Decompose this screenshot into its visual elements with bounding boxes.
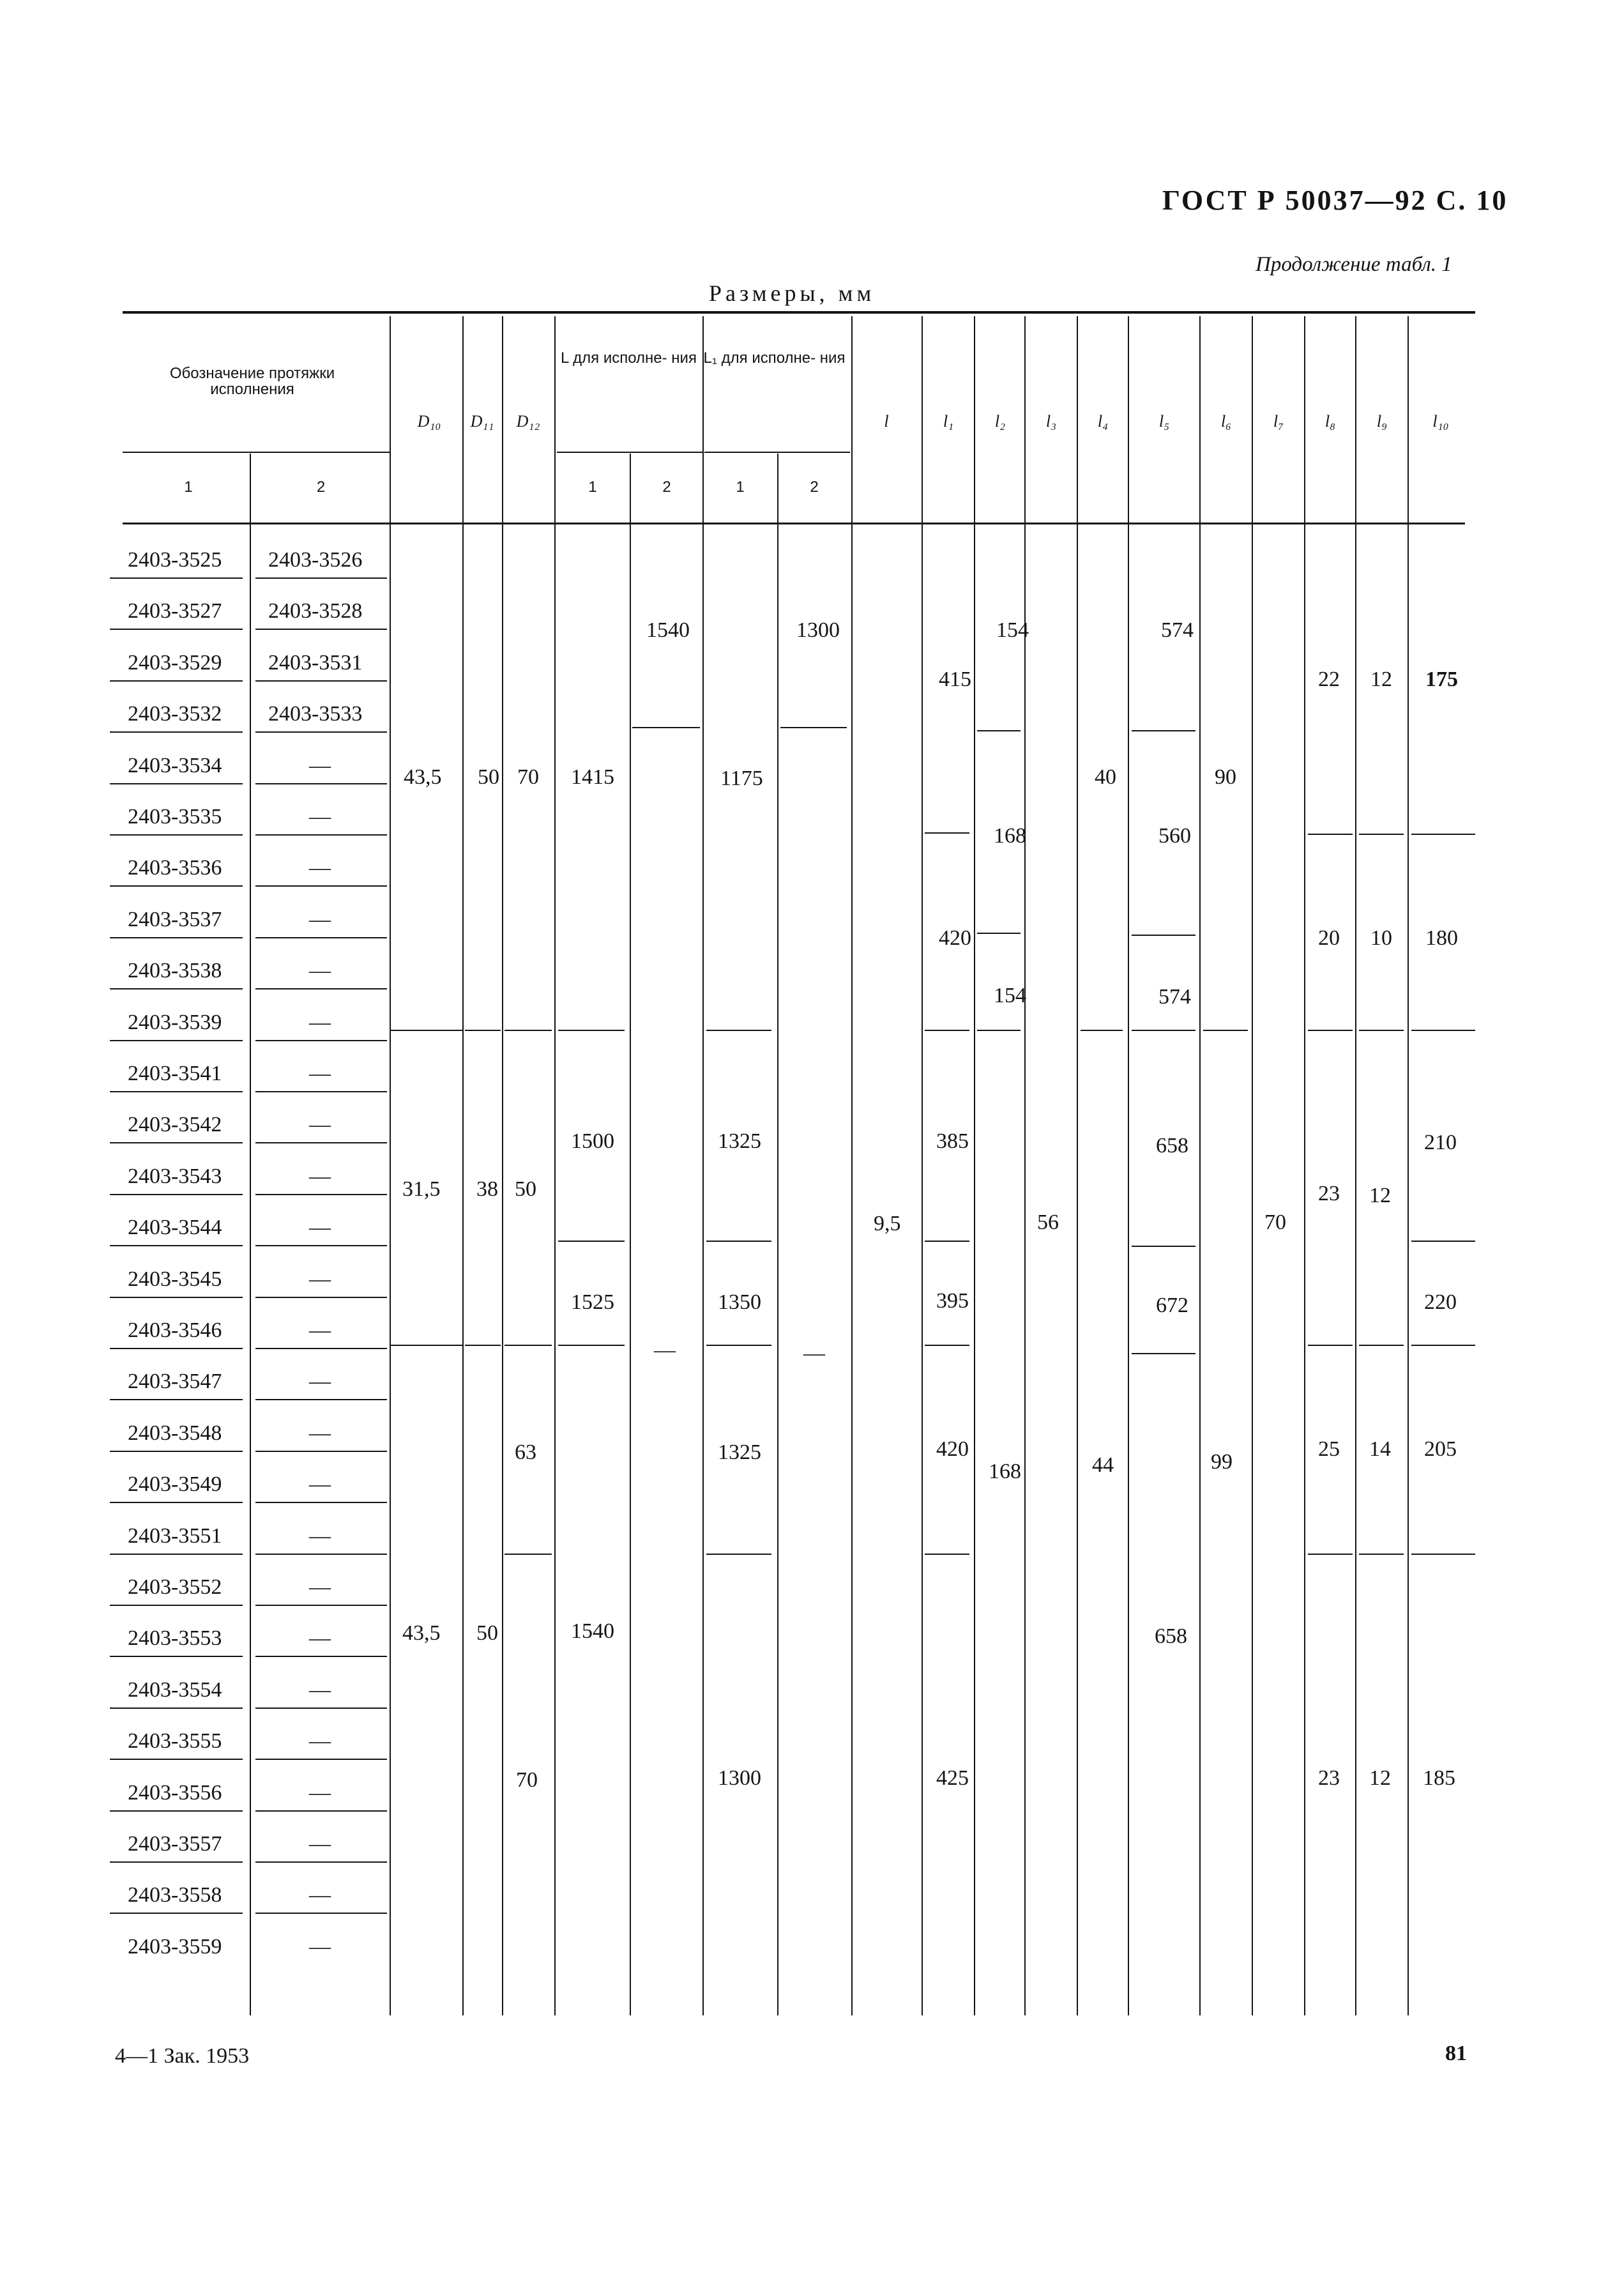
cell-L-exec1: 1525 [571, 1290, 614, 1314]
row-underline [110, 1913, 243, 1914]
group-rule [1132, 1246, 1195, 1247]
page-number: 81 [1445, 2042, 1467, 2065]
row-underline [110, 834, 243, 836]
cell-l10: 210 [1424, 1131, 1457, 1154]
group-rule [1411, 1554, 1475, 1555]
designation-exec2: — [309, 1832, 331, 1856]
designation-exec2: — [309, 908, 331, 931]
cell-L-exec1: 1540 [571, 1619, 614, 1643]
row-underline [255, 1451, 387, 1452]
row-underline [255, 731, 387, 733]
designation-exec1: 2403-3532 [128, 702, 222, 726]
row-underline [110, 1245, 243, 1246]
row-underline [255, 1348, 387, 1349]
designation-exec1: 2403-3544 [128, 1216, 222, 1239]
row-underline [110, 680, 243, 682]
designation-exec1: 2403-3525 [128, 548, 222, 572]
group-rule [706, 1554, 771, 1555]
cell-l1: 420 [936, 1437, 969, 1461]
header-l3: l₃ [1045, 412, 1057, 431]
designation-exec2: 2403-3533 [268, 702, 363, 726]
row-underline [110, 1502, 243, 1503]
group-rule [706, 1241, 771, 1242]
group-rule [1081, 1030, 1123, 1031]
group-rule [1308, 834, 1353, 835]
cell-L1-exec1: 1350 [718, 1290, 761, 1314]
row-underline [255, 1605, 387, 1606]
designation-exec2: — [309, 1113, 331, 1136]
header-designation: Обозначение протяжки исполнения [169, 365, 335, 398]
row-underline [110, 629, 243, 630]
group-rule [925, 832, 969, 834]
cell-L1-exec2: 1300 [796, 618, 840, 642]
table-top-rule [123, 311, 1475, 314]
row-underline [255, 885, 387, 887]
header-d10: D₁₀ [417, 412, 441, 431]
row-underline [110, 783, 243, 784]
col-line [1024, 316, 1026, 2015]
designation-exec1: 2403-3556 [128, 1781, 222, 1805]
group-rule [977, 1030, 1021, 1031]
cell-d12: 50 [515, 1177, 536, 1201]
row-underline [110, 1091, 243, 1092]
cell-l8: 22 [1318, 668, 1340, 691]
cell-d10: 43,5 [404, 765, 442, 789]
group-rule [1411, 834, 1475, 835]
designation-exec2: — [309, 1883, 331, 1907]
cell-d12: 70 [517, 765, 539, 789]
group-rule [1359, 1345, 1404, 1346]
header-designation-exec-1: 1 [184, 478, 193, 496]
cell-l10: 205 [1424, 1437, 1457, 1461]
col-line [462, 316, 464, 2015]
row-underline [255, 1656, 387, 1657]
L-body-split [630, 524, 631, 2015]
header-L-exec-2: 2 [662, 478, 671, 496]
row-underline [110, 1451, 243, 1452]
designation-exec2: — [309, 959, 331, 982]
header-L-split [630, 454, 631, 524]
group-rule [1132, 730, 1195, 731]
group-rule [1203, 1030, 1248, 1031]
designation-exec1: 2403-3527 [128, 599, 222, 623]
designation-exec2: — [309, 1370, 331, 1393]
group-rule [1359, 1554, 1404, 1555]
designation-exec2: — [309, 1678, 331, 1702]
designation-exec2: — [309, 1011, 331, 1034]
cell-l6: 99 [1211, 1450, 1233, 1474]
header-l: l [884, 412, 889, 431]
group-rule [391, 1030, 462, 1031]
cell-l10: 180 [1425, 926, 1458, 950]
group-rule [1411, 1030, 1475, 1031]
cell-l3: 56 [1037, 1211, 1059, 1234]
row-underline [110, 1707, 243, 1709]
row-underline [255, 1297, 387, 1298]
designation-exec2: — [309, 805, 331, 829]
row-underline [255, 1810, 387, 1812]
designation-exec1: 2403-3538 [128, 959, 222, 982]
cell-l8: 23 [1318, 1182, 1340, 1205]
document-title: ГОСТ Р 50037—92 С. 10 [1162, 185, 1508, 216]
row-underline [255, 1142, 387, 1143]
group-rule [1359, 834, 1404, 835]
col-line [1199, 316, 1201, 2015]
designation-exec2: — [309, 1781, 331, 1805]
header-L-exec-1: 1 [588, 478, 597, 496]
cell-d12: 63 [515, 1440, 536, 1464]
cell-l10: 185 [1423, 1766, 1455, 1790]
row-underline [255, 1913, 387, 1914]
cell-l9: 12 [1369, 1766, 1391, 1790]
designation-exec2: — [309, 1729, 331, 1753]
designation-exec1: 2403-3534 [128, 754, 222, 777]
designation-exec1: 2403-3536 [128, 856, 222, 880]
cell-d12: 70 [516, 1768, 538, 1792]
row-underline [255, 1707, 387, 1709]
cell-d11: 38 [476, 1177, 498, 1201]
cell-l5: 560 [1158, 824, 1191, 848]
row-underline [110, 1605, 243, 1606]
cell-L1-exec1: 1325 [718, 1440, 761, 1464]
header-l7: l₇ [1273, 412, 1284, 431]
cell-l1: 425 [936, 1766, 969, 1790]
header-l9: l₉ [1376, 412, 1388, 431]
col-line [702, 316, 704, 2015]
header-l2: l₂ [994, 412, 1006, 431]
designation-exec2: — [309, 1524, 331, 1548]
designation-exec1: 2403-3554 [128, 1678, 222, 1702]
header-L: L для исполне- ния [561, 349, 697, 367]
table-header-rule [123, 523, 1465, 524]
row-underline [255, 1091, 387, 1092]
row-underline [255, 1554, 387, 1555]
row-underline [110, 1399, 243, 1400]
group-rule [505, 1030, 552, 1031]
cell-L1-exec1: 1300 [718, 1766, 761, 1790]
cell-L-exec2: 1540 [646, 618, 690, 642]
cell-l2: 154 [996, 618, 1029, 642]
group-rule [1132, 1030, 1195, 1031]
row-underline [110, 988, 243, 989]
cell-d11: 50 [478, 765, 499, 789]
cell-l4: 40 [1095, 765, 1116, 789]
header-l8: l₈ [1324, 412, 1336, 431]
cell-L-exec1: 1500 [571, 1129, 614, 1153]
header-d11: D₁₁ [470, 412, 494, 431]
row-underline [110, 1656, 243, 1657]
cell-d11: 50 [476, 1621, 498, 1645]
cell-l5: 574 [1161, 618, 1194, 642]
row-underline [255, 937, 387, 938]
row-underline [255, 1040, 387, 1041]
group-rule [1411, 1345, 1475, 1346]
row-underline [110, 1554, 243, 1555]
header-L1-exec-1: 1 [736, 478, 745, 496]
group-rule [558, 1241, 625, 1242]
header-l10: l₁₀ [1432, 412, 1449, 431]
group-rule [632, 727, 700, 728]
designation-exec1: 2403-3543 [128, 1165, 222, 1188]
row-underline [255, 1861, 387, 1863]
designation-exec2: — [309, 1472, 331, 1496]
row-underline [110, 1759, 243, 1760]
cell-l7: 70 [1264, 1211, 1286, 1234]
row-underline [110, 1810, 243, 1812]
col-line [974, 316, 975, 2015]
group-rule [780, 727, 847, 728]
row-underline [110, 885, 243, 887]
col-line [502, 316, 503, 2015]
header-L1: L₁ для исполне- ния [703, 349, 846, 367]
group-rule [925, 1241, 969, 1242]
group-rule [391, 1345, 462, 1346]
designation-exec1: 2403-3549 [128, 1472, 222, 1496]
group-rule [558, 1345, 625, 1346]
table-continuation-note: Продолжение табл. 1 [1256, 253, 1452, 276]
designation-exec1: 2403-3557 [128, 1832, 222, 1856]
designation-exec2: — [309, 1318, 331, 1342]
cell-l8: 25 [1318, 1437, 1340, 1461]
header-l5: l₅ [1158, 412, 1170, 431]
cell-l1: 385 [936, 1129, 969, 1153]
row-underline [255, 680, 387, 682]
row-underline [110, 1348, 243, 1349]
cell-l2: 154 [994, 984, 1026, 1007]
cell-l5: 574 [1158, 985, 1191, 1009]
cell-l10: 220 [1424, 1290, 1457, 1314]
designation-exec2: 2403-3528 [268, 599, 363, 623]
cell-l1: 395 [936, 1289, 969, 1313]
group-rule [1359, 1030, 1404, 1031]
cell-l5: 658 [1156, 1134, 1188, 1157]
row-underline [255, 1194, 387, 1195]
designation-exec1: 2403-3558 [128, 1883, 222, 1907]
row-underline [255, 1399, 387, 1400]
group-rule [977, 933, 1021, 934]
col-line [922, 316, 923, 2015]
row-underline [110, 937, 243, 938]
print-order-note: 4—1 Зак. 1953 [115, 2044, 250, 2068]
group-rule [925, 1345, 969, 1346]
cell-d10: 31,5 [402, 1177, 441, 1201]
designation-exec1: 2403-3529 [128, 651, 222, 675]
designation-exec1: 2403-3541 [128, 1062, 222, 1085]
group-rule [505, 1554, 552, 1555]
designation-body-split [250, 524, 251, 2015]
designation-exec1: 2403-3551 [128, 1524, 222, 1548]
designation-exec1: 2403-3535 [128, 805, 222, 829]
row-underline [255, 577, 387, 579]
designation-exec2: — [309, 754, 331, 777]
col-line [1304, 316, 1305, 2015]
cell-L1-exec2: — [803, 1341, 825, 1365]
row-underline [110, 1861, 243, 1863]
col-line [1128, 316, 1129, 2015]
cell-l10: 175 [1425, 668, 1458, 691]
group-rule [1411, 1241, 1475, 1242]
designation-exec1: 2403-3545 [128, 1267, 222, 1291]
designation-exec1: 2403-3546 [128, 1318, 222, 1342]
row-underline [110, 577, 243, 579]
row-underline [110, 1142, 243, 1143]
cell-l1: 420 [939, 926, 971, 950]
designation-exec1: 2403-3539 [128, 1011, 222, 1034]
cell-l1: 415 [939, 668, 971, 691]
designation-exec1: 2403-3537 [128, 908, 222, 931]
cell-l5: 672 [1156, 1294, 1188, 1317]
header-L-subrule [557, 452, 702, 453]
col-line [1355, 316, 1356, 2015]
row-underline [255, 629, 387, 630]
col-line [1077, 316, 1078, 2015]
designation-exec1: 2403-3559 [128, 1935, 222, 1959]
cell-L1-exec1: 1175 [720, 767, 763, 790]
group-rule [925, 1030, 969, 1031]
cell-L-exec2: — [654, 1338, 676, 1362]
designation-exec2: — [309, 1575, 331, 1599]
col-line [1408, 316, 1409, 2015]
designation-exec2: 2403-3531 [268, 651, 363, 675]
group-rule [1132, 935, 1195, 936]
designation-exec2: — [309, 1216, 331, 1239]
group-rule [977, 730, 1021, 731]
col-line [1252, 316, 1253, 2015]
cell-l8: 20 [1318, 926, 1340, 950]
col-line [851, 316, 853, 2015]
cell-l9: 10 [1370, 926, 1392, 950]
cell-L1-exec1: 1325 [718, 1129, 761, 1153]
designation-exec1: 2403-3555 [128, 1729, 222, 1753]
group-rule [465, 1345, 501, 1346]
group-rule [505, 1345, 552, 1346]
row-underline [255, 1245, 387, 1246]
header-designation-subrule [123, 452, 390, 453]
row-underline [110, 731, 243, 733]
cell-l: 9,5 [874, 1212, 901, 1235]
row-underline [255, 988, 387, 989]
group-rule [706, 1345, 771, 1346]
cell-l9: 12 [1369, 1184, 1391, 1207]
row-underline [255, 1759, 387, 1760]
group-rule [1308, 1554, 1353, 1555]
header-L1-subrule [704, 452, 850, 453]
designation-exec2: — [309, 1935, 331, 1959]
units-caption: Размеры, мм [709, 280, 876, 306]
designation-exec2: — [309, 1421, 331, 1445]
group-rule [465, 1030, 501, 1031]
designation-exec1: 2403-3553 [128, 1626, 222, 1650]
cell-l6: 90 [1215, 765, 1236, 789]
cell-l9: 12 [1370, 668, 1392, 691]
row-underline [110, 1194, 243, 1195]
header-designation-exec-2: 2 [316, 478, 326, 496]
designation-exec2: — [309, 1267, 331, 1291]
header-l1: l₁ [943, 412, 954, 431]
group-rule [1132, 1353, 1195, 1354]
header-d12: D₁₂ [516, 412, 540, 431]
group-rule [925, 1554, 969, 1555]
designation-exec2: — [309, 1165, 331, 1188]
header-l4: l₄ [1097, 412, 1109, 431]
cell-l9: 14 [1369, 1437, 1391, 1461]
cell-l4: 44 [1092, 1453, 1114, 1477]
designation-exec2: — [309, 1626, 331, 1650]
L1-body-split [777, 524, 778, 2015]
row-underline [255, 783, 387, 784]
row-underline [110, 1040, 243, 1041]
cell-l8: 23 [1318, 1766, 1340, 1790]
row-underline [255, 1502, 387, 1503]
group-rule [1308, 1030, 1353, 1031]
header-L1-exec-2: 2 [810, 478, 819, 496]
designation-exec1: 2403-3552 [128, 1575, 222, 1599]
cell-L-exec1: 1415 [571, 765, 614, 789]
header-designation-split [250, 454, 251, 524]
col-line [390, 316, 391, 2015]
designation-exec2: 2403-3526 [268, 548, 363, 572]
designation-exec1: 2403-3548 [128, 1421, 222, 1445]
group-rule [706, 1030, 771, 1031]
cell-l2: 168 [994, 824, 1026, 848]
designation-exec1: 2403-3542 [128, 1113, 222, 1136]
cell-l5: 658 [1155, 1624, 1187, 1648]
designation-exec1: 2403-3547 [128, 1370, 222, 1393]
header-L1-split [777, 454, 778, 524]
row-underline [110, 1297, 243, 1298]
group-rule [558, 1030, 625, 1031]
row-underline [255, 834, 387, 836]
header-l6: l₆ [1220, 412, 1232, 431]
group-rule [1308, 1345, 1353, 1346]
col-line [554, 316, 556, 2015]
cell-l2: 168 [989, 1460, 1021, 1483]
designation-exec2: — [309, 856, 331, 880]
designation-exec2: — [309, 1062, 331, 1085]
cell-d10: 43,5 [402, 1621, 441, 1645]
